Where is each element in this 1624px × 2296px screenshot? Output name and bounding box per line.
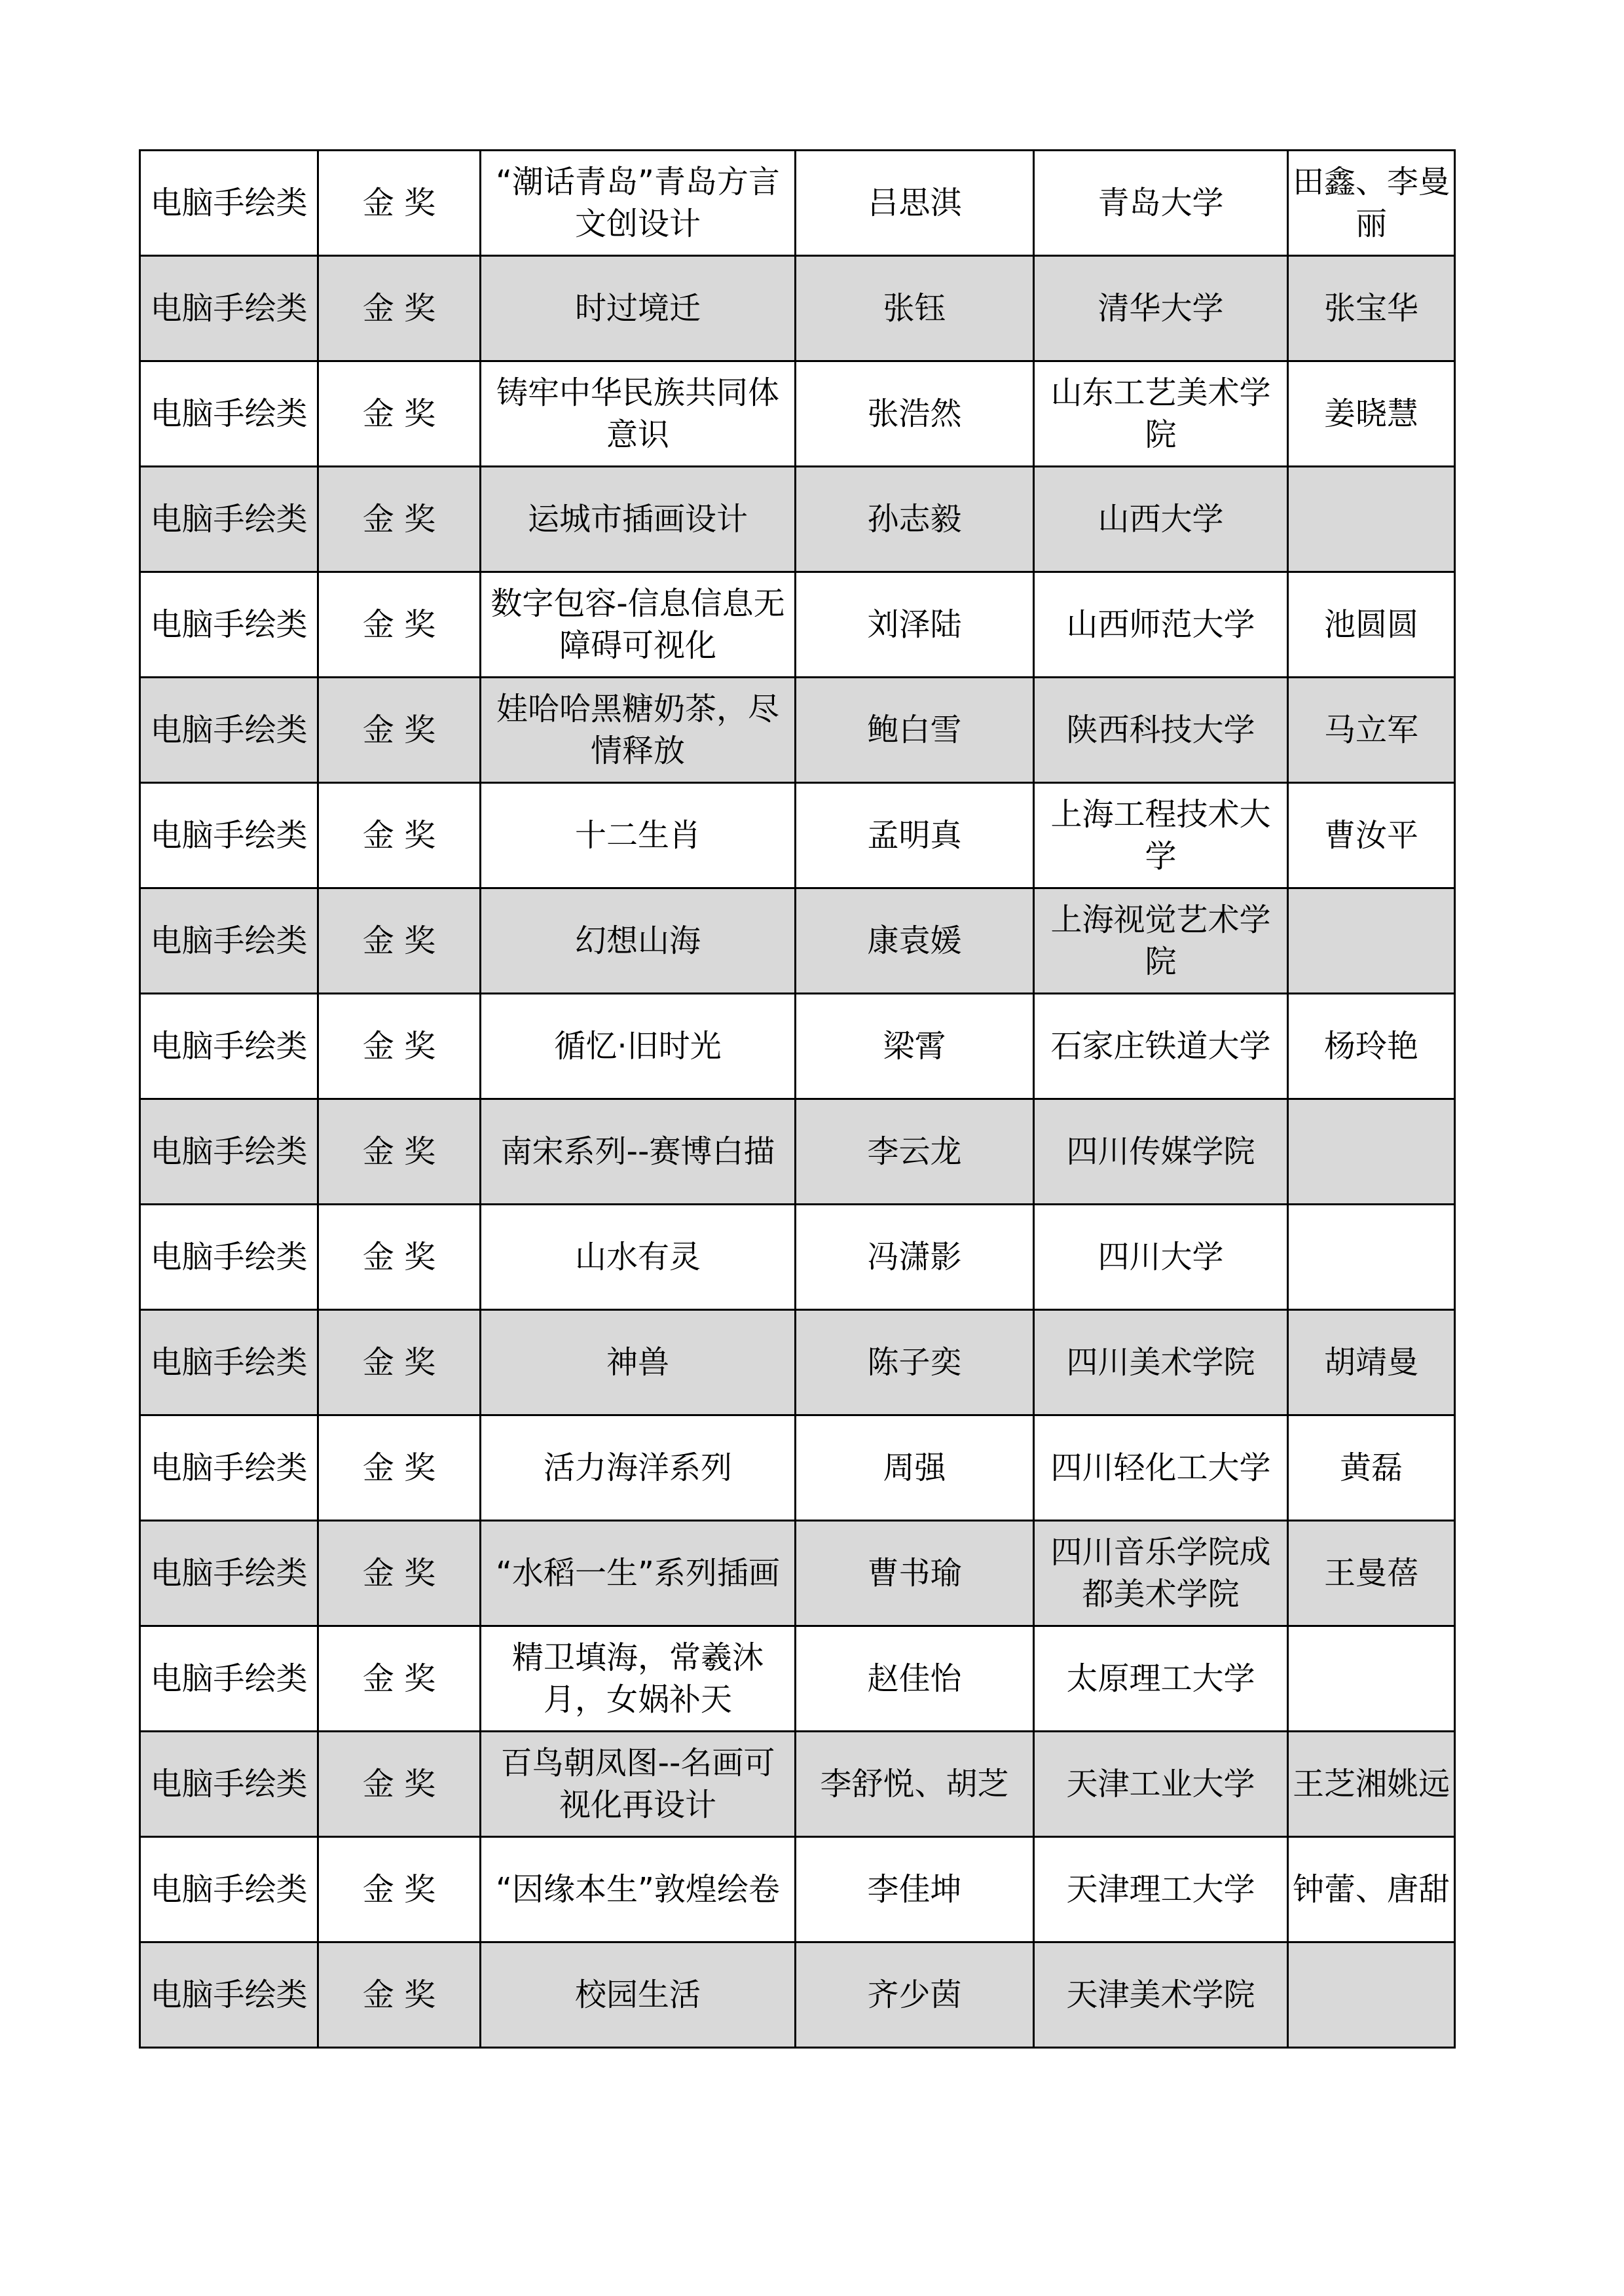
award-cell-text: 金 奖 xyxy=(362,817,436,854)
award-cell-text: 金 奖 xyxy=(362,1133,436,1170)
work-title-cell xyxy=(481,256,796,361)
advisor-cell xyxy=(1288,1521,1455,1626)
award-cell-text: 金 奖 xyxy=(362,712,436,748)
work-title-cell xyxy=(481,1310,796,1415)
work-title-cell-text: 百鸟朝凤图--名画可视化再设计 xyxy=(500,1745,775,1823)
category-cell xyxy=(140,1415,318,1521)
advisor-cell-text: 池圆圆 xyxy=(1323,606,1418,643)
author-cell-text: 曹书瑜 xyxy=(867,1555,962,1592)
author-cell xyxy=(796,1837,1034,1942)
table-row xyxy=(140,994,1455,1099)
author-cell xyxy=(796,994,1034,1099)
table-row xyxy=(140,888,1455,994)
award-cell-text: 金 奖 xyxy=(362,1660,436,1697)
author-cell xyxy=(796,1205,1034,1310)
school-cell-text: 上海工程技术大学 xyxy=(1050,796,1271,875)
author-cell xyxy=(796,1099,1034,1205)
school-cell xyxy=(1034,151,1288,256)
work-title-cell-text: “水稻一生”系列插画 xyxy=(496,1555,780,1592)
category-cell-text: 电脑手绘类 xyxy=(150,1133,308,1170)
category-cell-text: 电脑手绘类 xyxy=(150,1344,308,1381)
awards-table-body xyxy=(140,151,1455,2048)
advisor-cell-text: 田鑫、李曼丽 xyxy=(1293,164,1450,242)
table-row xyxy=(140,1837,1455,1942)
table-row xyxy=(140,256,1455,361)
award-cell-text: 金 奖 xyxy=(362,1766,436,1802)
school-cell xyxy=(1034,361,1288,467)
advisor-cell-text: 姜晓慧 xyxy=(1323,395,1418,432)
author-cell-text: 刘泽陆 xyxy=(867,606,962,643)
advisor-cell-text: 杨玲艳 xyxy=(1323,1028,1418,1065)
award-cell xyxy=(318,994,481,1099)
award-cell xyxy=(318,256,481,361)
award-cell xyxy=(318,1099,481,1205)
category-cell-text: 电脑手绘类 xyxy=(150,290,308,327)
author-cell xyxy=(796,1942,1034,2048)
school-cell xyxy=(1034,1942,1288,2048)
table-row xyxy=(140,783,1455,888)
category-cell xyxy=(140,467,318,572)
awards-table xyxy=(139,149,1456,2049)
work-title-cell-text: 运城市插画设计 xyxy=(527,501,748,538)
award-cell xyxy=(318,783,481,888)
school-cell-text: 四川音乐学院成都美术学院 xyxy=(1050,1534,1271,1613)
author-cell xyxy=(796,361,1034,467)
work-title-cell xyxy=(481,888,796,994)
work-title-cell-text: 时过境迁 xyxy=(574,290,701,327)
award-cell-text: 金 奖 xyxy=(362,922,436,959)
category-cell xyxy=(140,572,318,678)
award-cell-text: 金 奖 xyxy=(362,395,436,432)
author-cell xyxy=(796,783,1034,888)
table-row xyxy=(140,1521,1455,1626)
category-cell-text: 电脑手绘类 xyxy=(150,395,308,432)
work-title-cell xyxy=(481,783,796,888)
award-cell xyxy=(318,1626,481,1732)
category-cell-text: 电脑手绘类 xyxy=(150,1660,308,1697)
award-cell xyxy=(318,1205,481,1310)
work-title-cell xyxy=(481,1205,796,1310)
advisor-cell xyxy=(1288,361,1455,467)
table-row xyxy=(140,1732,1455,1837)
school-cell-text: 上海视觉艺术学院 xyxy=(1050,902,1271,980)
work-title-cell xyxy=(481,151,796,256)
award-cell-text: 金 奖 xyxy=(362,606,436,643)
school-cell xyxy=(1034,1310,1288,1415)
author-cell xyxy=(796,1310,1034,1415)
award-cell-text: 金 奖 xyxy=(362,501,436,538)
award-cell-text: 金 奖 xyxy=(362,290,436,327)
category-cell xyxy=(140,678,318,783)
school-cell-text: 天津工业大学 xyxy=(1066,1766,1255,1802)
author-cell-text: 李佳坤 xyxy=(867,1871,962,1908)
award-cell-text: 金 奖 xyxy=(362,1449,436,1486)
work-title-cell-text: 精卫填海，常羲沐月，女娲补天 xyxy=(511,1639,764,1718)
author-cell xyxy=(796,256,1034,361)
work-title-cell-text: 校园生活 xyxy=(574,1977,701,2013)
school-cell xyxy=(1034,1099,1288,1205)
school-cell xyxy=(1034,1415,1288,1521)
author-cell xyxy=(796,678,1034,783)
award-cell-text: 金 奖 xyxy=(362,1028,436,1065)
author-cell xyxy=(796,572,1034,678)
school-cell-text: 山西大学 xyxy=(1098,501,1224,538)
school-cell-text: 山东工艺美术学院 xyxy=(1050,374,1271,453)
award-cell xyxy=(318,467,481,572)
award-cell-text: 金 奖 xyxy=(362,1871,436,1908)
category-cell xyxy=(140,783,318,888)
author-cell-text: 齐少茵 xyxy=(867,1977,962,2013)
category-cell xyxy=(140,1942,318,2048)
category-cell-text: 电脑手绘类 xyxy=(150,1449,308,1486)
work-title-cell xyxy=(481,1415,796,1521)
author-cell xyxy=(796,1521,1034,1626)
advisor-cell xyxy=(1288,1415,1455,1521)
work-title-cell xyxy=(481,1626,796,1732)
school-cell-text: 太原理工大学 xyxy=(1066,1660,1255,1697)
advisor-cell-text: 胡靖曼 xyxy=(1323,1344,1418,1381)
author-cell-text: 鲍白雪 xyxy=(867,712,962,748)
category-cell-text: 电脑手绘类 xyxy=(150,922,308,959)
author-cell-text: 孟明真 xyxy=(867,817,962,854)
school-cell xyxy=(1034,994,1288,1099)
category-cell-text: 电脑手绘类 xyxy=(150,606,308,643)
category-cell xyxy=(140,994,318,1099)
work-title-cell-text: “因缘本生”敦煌绘卷 xyxy=(496,1871,780,1908)
award-cell xyxy=(318,678,481,783)
author-cell-text: 冯潇影 xyxy=(867,1239,962,1275)
category-cell-text: 电脑手绘类 xyxy=(150,1871,308,1908)
table-row xyxy=(140,1099,1455,1205)
advisor-cell-text: 钟蕾、唐甜 xyxy=(1293,1871,1450,1908)
award-cell xyxy=(318,1310,481,1415)
award-cell xyxy=(318,1521,481,1626)
award-cell-text: 金 奖 xyxy=(362,1344,436,1381)
advisor-cell xyxy=(1288,783,1455,888)
school-cell-text: 四川大学 xyxy=(1098,1239,1224,1275)
school-cell xyxy=(1034,1837,1288,1942)
author-cell xyxy=(796,888,1034,994)
school-cell xyxy=(1034,678,1288,783)
table-row xyxy=(140,467,1455,572)
advisor-cell-text: 张宝华 xyxy=(1323,290,1418,327)
school-cell-text: 四川美术学院 xyxy=(1066,1344,1255,1381)
author-cell xyxy=(796,151,1034,256)
category-cell-text: 电脑手绘类 xyxy=(150,1239,308,1275)
table-row xyxy=(140,1415,1455,1521)
work-title-cell-text: 活力海洋系列 xyxy=(543,1449,732,1486)
advisor-cell xyxy=(1288,888,1455,994)
advisor-cell xyxy=(1288,151,1455,256)
author-cell xyxy=(796,1415,1034,1521)
advisor-cell xyxy=(1288,1205,1455,1310)
author-cell xyxy=(796,1626,1034,1732)
award-cell xyxy=(318,361,481,467)
work-title-cell-text: 数字包容-信息信息无障碍可视化 xyxy=(490,585,785,664)
school-cell-text: 山西师范大学 xyxy=(1066,606,1255,643)
award-cell xyxy=(318,888,481,994)
author-cell-text: 陈子奕 xyxy=(867,1344,962,1381)
category-cell-text: 电脑手绘类 xyxy=(150,1977,308,2013)
advisor-cell xyxy=(1288,994,1455,1099)
category-cell-text: 电脑手绘类 xyxy=(150,185,308,221)
category-cell-text: 电脑手绘类 xyxy=(150,817,308,854)
category-cell xyxy=(140,1732,318,1837)
work-title-cell-text: 山水有灵 xyxy=(574,1239,701,1275)
category-cell-text: 电脑手绘类 xyxy=(150,501,308,538)
school-cell xyxy=(1034,1626,1288,1732)
school-cell xyxy=(1034,1732,1288,1837)
advisor-cell xyxy=(1288,1099,1455,1205)
school-cell-text: 四川轻化工大学 xyxy=(1050,1449,1271,1486)
award-cell-text: 金 奖 xyxy=(362,185,436,221)
award-cell-text: 金 奖 xyxy=(362,1555,436,1592)
work-title-cell xyxy=(481,1732,796,1837)
author-cell-text: 吕思淇 xyxy=(867,185,962,221)
table-row xyxy=(140,572,1455,678)
author-cell-text: 梁霄 xyxy=(883,1028,946,1065)
school-cell xyxy=(1034,1205,1288,1310)
author-cell-text: 张浩然 xyxy=(867,395,962,432)
table-row xyxy=(140,1205,1455,1310)
advisor-cell xyxy=(1288,1626,1455,1732)
award-cell xyxy=(318,151,481,256)
school-cell-text: 清华大学 xyxy=(1098,290,1224,327)
table-row xyxy=(140,1626,1455,1732)
school-cell-text: 天津理工大学 xyxy=(1066,1871,1255,1908)
author-cell-text: 张钰 xyxy=(883,290,946,327)
author-cell-text: 李舒悦、胡芝 xyxy=(820,1766,1009,1802)
award-cell-text: 金 奖 xyxy=(362,1977,436,2013)
advisor-cell-text: 黄磊 xyxy=(1339,1449,1403,1486)
work-title-cell-text: 幻想山海 xyxy=(574,922,701,959)
school-cell-text: 天津美术学院 xyxy=(1066,1977,1255,2013)
work-title-cell xyxy=(481,361,796,467)
advisor-cell xyxy=(1288,678,1455,783)
work-title-cell xyxy=(481,1837,796,1942)
school-cell xyxy=(1034,783,1288,888)
work-title-cell xyxy=(481,572,796,678)
table-row xyxy=(140,151,1455,256)
work-title-cell-text: 循忆·旧时光 xyxy=(554,1028,722,1065)
work-title-cell xyxy=(481,1521,796,1626)
work-title-cell xyxy=(481,678,796,783)
work-title-cell xyxy=(481,1942,796,2048)
category-cell xyxy=(140,151,318,256)
table-row xyxy=(140,678,1455,783)
award-cell xyxy=(318,572,481,678)
table-row xyxy=(140,1310,1455,1415)
advisor-cell xyxy=(1288,1942,1455,2048)
category-cell-text: 电脑手绘类 xyxy=(150,1555,308,1592)
school-cell-text: 石家庄铁道大学 xyxy=(1050,1028,1271,1065)
advisor-cell-text: 王芝湘姚远 xyxy=(1293,1766,1450,1802)
work-title-cell-text: 神兽 xyxy=(606,1344,669,1381)
category-cell xyxy=(140,888,318,994)
school-cell xyxy=(1034,572,1288,678)
table-row xyxy=(140,1942,1455,2048)
category-cell xyxy=(140,1099,318,1205)
school-cell-text: 青岛大学 xyxy=(1098,185,1224,221)
school-cell xyxy=(1034,1521,1288,1626)
work-title-cell-text: “潮话青岛”青岛方言文创设计 xyxy=(496,164,780,242)
advisor-cell xyxy=(1288,467,1455,572)
award-cell-text: 金 奖 xyxy=(362,1239,436,1275)
work-title-cell-text: 铸牢中华民族共同体意识 xyxy=(496,374,779,453)
work-title-cell xyxy=(481,1099,796,1205)
author-cell xyxy=(796,467,1034,572)
work-title-cell-text: 十二生肖 xyxy=(574,817,701,854)
advisor-cell xyxy=(1288,256,1455,361)
advisor-cell xyxy=(1288,1310,1455,1415)
work-title-cell xyxy=(481,994,796,1099)
category-cell xyxy=(140,1626,318,1732)
advisor-cell-text: 王曼蓓 xyxy=(1323,1555,1418,1592)
advisor-cell-text: 曹汝平 xyxy=(1323,817,1418,854)
award-cell xyxy=(318,1837,481,1942)
school-cell-text: 四川传媒学院 xyxy=(1066,1133,1255,1170)
category-cell xyxy=(140,1310,318,1415)
author-cell xyxy=(796,1732,1034,1837)
category-cell xyxy=(140,1837,318,1942)
author-cell-text: 赵佳怡 xyxy=(867,1660,962,1697)
category-cell xyxy=(140,256,318,361)
school-cell xyxy=(1034,888,1288,994)
advisor-cell xyxy=(1288,572,1455,678)
category-cell-text: 电脑手绘类 xyxy=(150,712,308,748)
school-cell xyxy=(1034,256,1288,361)
category-cell-text: 电脑手绘类 xyxy=(150,1028,308,1065)
award-cell xyxy=(318,1942,481,2048)
work-title-cell-text: 南宋系列--赛博白描 xyxy=(500,1133,775,1170)
author-cell-text: 李云龙 xyxy=(867,1133,962,1170)
advisor-cell xyxy=(1288,1837,1455,1942)
award-cell xyxy=(318,1732,481,1837)
author-cell-text: 孙志毅 xyxy=(867,501,962,538)
category-cell xyxy=(140,361,318,467)
school-cell xyxy=(1034,467,1288,572)
advisor-cell xyxy=(1288,1732,1455,1837)
work-title-cell-text: 娃哈哈黑糖奶茶，尽情释放 xyxy=(496,691,779,769)
author-cell-text: 康袁媛 xyxy=(867,922,962,959)
work-title-cell xyxy=(481,467,796,572)
advisor-cell-text: 马立军 xyxy=(1323,712,1418,748)
category-cell xyxy=(140,1205,318,1310)
author-cell-text: 周强 xyxy=(883,1449,946,1486)
category-cell xyxy=(140,1521,318,1626)
school-cell-text: 陕西科技大学 xyxy=(1066,712,1255,748)
category-cell-text: 电脑手绘类 xyxy=(150,1766,308,1802)
award-cell xyxy=(318,1415,481,1521)
table-row xyxy=(140,361,1455,467)
